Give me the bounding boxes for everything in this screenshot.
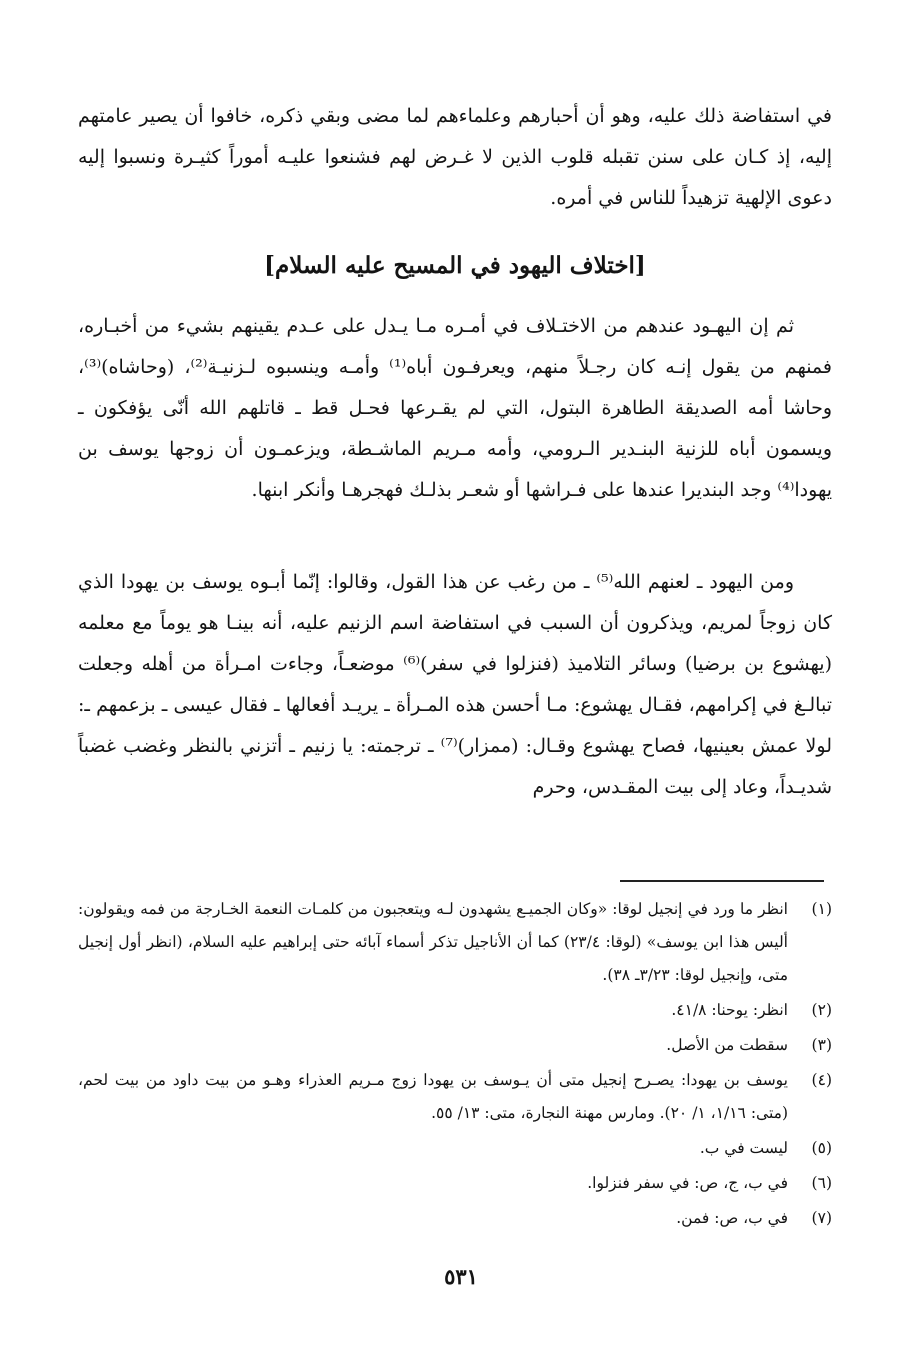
footnote-1 xyxy=(78,893,832,992)
footnote-3 xyxy=(78,1029,832,1062)
footnote-text: سقطت من الأصل. xyxy=(666,1036,788,1054)
body-paragraph-1: في استفاضة ذلك عليه، وهو أن أحبارهم وعلماءهم لما مضى وبقي ذكره، خافوا أن يصير عامتهم إليه، إذ كـان على سنن تقبله قلوب الذين لا غـرض لهم فشنعوا عليـه أموراً كثيـرة ونسبوا إليه دعوى الإلهية تزهيداً للناس في أمره. xyxy=(78,105,832,209)
footnote-number: (٢) xyxy=(811,1001,832,1019)
footnotes-list xyxy=(78,893,832,1237)
footnote-text: ليست في ب. xyxy=(699,1139,788,1157)
body-paragraph-3: ومن اليهود ـ لعنهم الله⁽⁵⁾ ـ من رغب عن هذا القول، وقالوا: إنّما أبـوه يوسف بن يهودا الذي كان زوجاً لمريم، ويذكرون أن السبب في استفاضة اسم الزنيم عليه، أنه بينـا هو يوماً مع معلمه (يهشوع بن برضيا) وسائر التلاميذ (فنزلوا في سفر)⁽⁶⁾ موضعـاً، وجاءت امـرأة من أهله وجعلت تبالـغ في إكرامهم، فقـال يهشوع: مـا أحسن هذه المـرأة ـ يريـد أفعالها ـ فقال عيسى ـ بزعمهم ـ: لولا عمش بعينيها، فصاح يهشوع وقـال: (ممزار)⁽⁷⁾ ـ ترجمته: يا زنيم ـ أتزني بالنظر وغضب غضباً شديـداً، وعاد إلى بيت المقـدس، وحرم xyxy=(78,571,832,798)
footnote-text: في ب، ج، ص: في سفر فنزلوا. xyxy=(587,1174,788,1192)
page-number: ٥٣١ xyxy=(444,1264,478,1289)
footnote-text: يوسف بن يهودا: يصـرح إنجيل متى أن يـوسف بن يهودا زوج مـريم العذراء وهـو من بيت داود من بيت لحم، (متى: ١/١٦، ١/ ٢٠). ومارس مهنة النجارة، متى: ١٣/ ٥٥. xyxy=(78,1071,788,1122)
body-paragraph-2: ثم إن اليهـود عندهم من الاختـلاف في أمـره مـا يـدل على عـدم يقينهم بشيء من أخبـاره، فمنهم من يقول إنـه كان رجـلاً منهم، ويعرفـون أباه⁽¹⁾ وأمـه وينسبوه لـزنيـة⁽²⁾، (وحاشاه)⁽³⁾، وحاشا أمه الصديقة الطاهرة البتول، التي لم يقـرعها فحـل قط ـ قاتلهم الله أنّى يؤفكون ـ ويسمون أباه للزنية البنـدير الـرومي، وأمه مـريم الماشـطة، ويزعمـون أن زوجها يوسف بن يهودا⁽⁴⁾ وجد البنديرا عندها على فـراشها أو شعـر بذلـك فهجرهـا وأنكر ابنها. xyxy=(78,315,832,501)
footnote-number: (٧) xyxy=(811,1209,832,1227)
footnote-5 xyxy=(78,1132,832,1165)
footnote-text: انظر: يوحنا: ٤١/٨. xyxy=(671,1001,788,1019)
footnote-text: في ب، ص: فمن. xyxy=(676,1209,788,1227)
footnote-number: (٤) xyxy=(811,1071,832,1089)
footnote-separator xyxy=(620,880,824,882)
footnote-number: (٦) xyxy=(811,1174,832,1192)
footnote-4 xyxy=(78,1064,832,1130)
footnote-number: (٣) xyxy=(811,1036,832,1054)
footnote-number: (٥) xyxy=(811,1139,832,1157)
footnote-6 xyxy=(78,1167,832,1200)
footnote-text: انظر ما ورد في إنجيل لوقا: «وكان الجميـع يشهدون لـه ويتعجبون من كلمـات النعمة الخـارجة من فمه ويقولون: أليس هذا ابن يوسف» (لوقا: ٢٣/٤) كما أن الأناجيل تذكر أسماء آبائه حتى إبراهيم عليه السلام، (انظر أول إنجيل متى، وإنجيل لوقا: ٣/٢٣ـ ٣٨). xyxy=(78,900,788,984)
footnote-2 xyxy=(78,994,832,1027)
footnote-number: (١) xyxy=(811,900,832,918)
footnote-7 xyxy=(78,1202,832,1235)
section-heading: [اختلاف اليهود في المسيح عليه السلام] xyxy=(264,252,646,279)
